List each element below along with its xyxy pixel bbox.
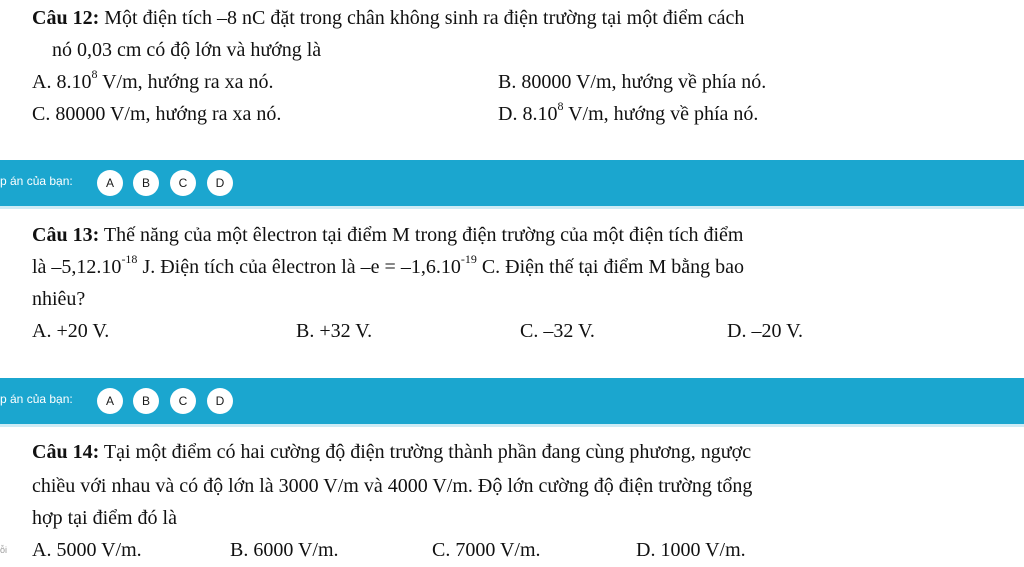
answer-bar-12 — [0, 160, 1024, 209]
question-14-option-d: D. 1000 V/m. — [636, 539, 746, 561]
question-13-option-a: A. +20 V. — [32, 320, 110, 342]
sidebar-fragment-text: ỗi — [0, 545, 8, 555]
question-12 — [0, 0, 1024, 160]
question-12-text-line2: nó 0,03 cm có độ lớn và hướng là — [52, 39, 322, 61]
question-14-text-line1: Câu 14: Tại một điểm có hai cường độ điện trường thành phần đang cùng phương, ngược — [32, 441, 752, 463]
question-13-option-c: C. –32 V. — [520, 320, 595, 342]
answer-option-d-button[interactable]: D — [207, 170, 233, 196]
answer-option-a-button[interactable]: A — [97, 388, 123, 414]
answer-bar-label: p án của bạn: — [0, 392, 73, 406]
question-12-label: Câu 12: — [32, 7, 100, 29]
answer-option-b-button[interactable]: B — [133, 388, 159, 414]
question-13 — [0, 209, 1024, 377]
question-14-option-c: C. 7000 V/m. — [432, 539, 541, 561]
question-14-option-a: A. 5000 V/m. — [32, 539, 142, 561]
answer-bar-label: p án của bạn: — [0, 174, 73, 188]
question-13-option-b: B. +32 V. — [296, 320, 373, 342]
question-13-text-line2: là $-5,12.10^{-18}$ J. Điện tích của êlectron là $-e = -1,6.10^{-19}$ C. Điện thế tại điểm M bằng bao — [32, 252, 745, 278]
question-12-option-c: C. 80000 V/m, hướng ra xa nó. — [32, 103, 282, 125]
question-13-text-line3: nhiêu? — [32, 288, 86, 310]
answer-option-c-button[interactable]: C — [170, 170, 196, 196]
question-13-text-line1: Câu 13: Thế năng của một êlectron tại điểm M trong điện trường của một điện tích điểm — [32, 224, 744, 246]
answer-option-a-button[interactable]: A — [97, 170, 123, 196]
question-12-option-a: A. 8.10$^8$ V/m, hướng ra xa nó. — [32, 67, 274, 93]
answer-bar-13 — [0, 378, 1024, 427]
question-12-option-d: D. 8.10$^8$ V/m, hướng về phía nó. — [498, 99, 759, 125]
question-14-text-line2: chiều với nhau và có độ lớn là 3000 V/m và 4000 V/m. Độ lớn cường độ điện trường tổng — [32, 475, 753, 497]
question-12-text-line1: Câu 12: Một điện tích –8 nC đặt trong chân không sinh ra điện trường tại một điểm cách — [32, 7, 745, 29]
question-13-option-d: D. –20 V. — [727, 320, 803, 342]
question-14-option-b: B. 6000 V/m. — [230, 539, 339, 561]
answer-option-d-button[interactable]: D — [207, 388, 233, 414]
answer-option-c-button[interactable]: C — [170, 388, 196, 414]
question-14 — [0, 428, 1024, 567]
question-12-option-b: B. 80000 V/m, hướng về phía nó. — [498, 71, 767, 93]
question-13-label: Câu 13: — [32, 224, 100, 246]
question-14-label: Câu 14: — [32, 441, 100, 463]
answer-option-b-button[interactable]: B — [133, 170, 159, 196]
question-14-text-line3: hợp tại điểm đó là — [32, 507, 177, 529]
